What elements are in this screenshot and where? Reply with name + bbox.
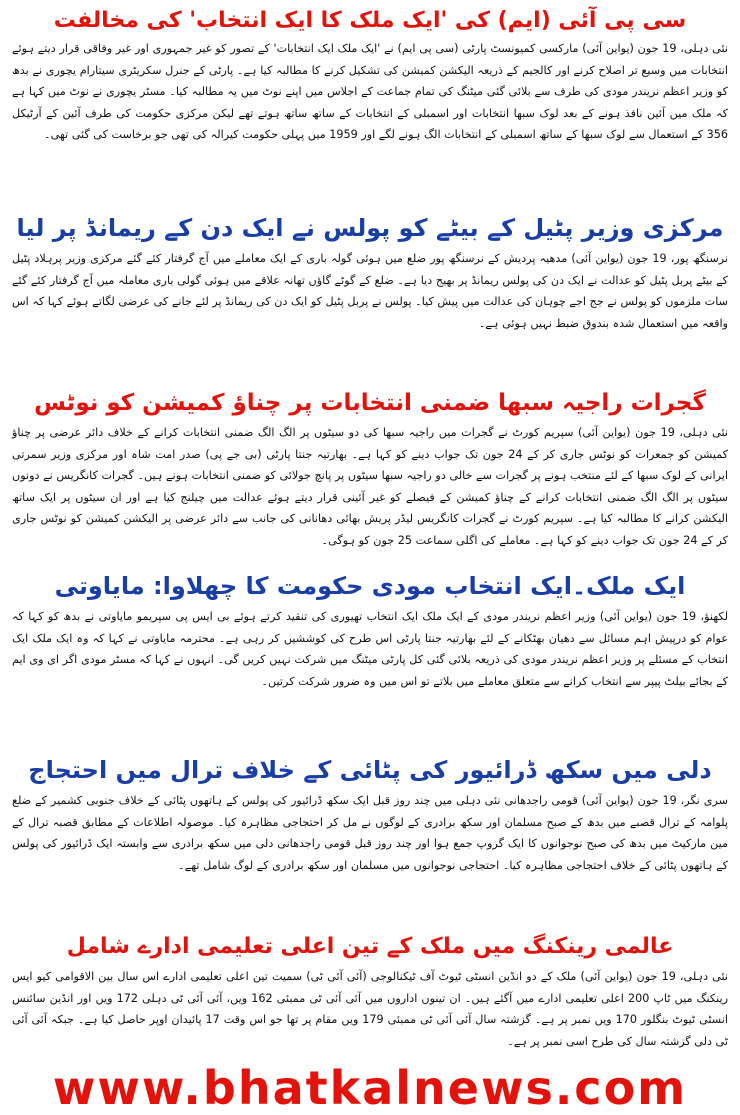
article-body: لکھنؤ، 19 جون (یواین آئی) وزیر اعظم نریندر مودی کے ایک ملک ایک انتخاب تھیوری کی تنقید کرتے ہوئے بی ایس پی سپریمو مایاوتی نے بدھ کو کہا کہ عوام کو درپیش اہم مسائل سے دھیان بھٹکانے کے لئے بھارتیہ جنتا پارٹی اس طرح کی کوششیں کر رہی ہے۔ محترمہ مایاوتی نے کہا کہ وہ ایک ملک ایک انتخاب کے مسئلے پر وزیر اعظم نریندر مودی کی ذریعہ بلائی گئی کل پارٹی میٹنگ میں شرکت نہیں کریں گی۔ انہوں نے کہا کہ مسٹر مودی اگر ای وی ایم کے بجائے بیلٹ پیپر سے انتخاب کرانے سے متعلق معاملے میں بلاتے تو اس میں وہ ضرور شرکت کرتیں۔ [12,610,728,688]
article-body: نئی دہلی، 19 جون (یواین آئی) مارکسی کمیونسٹ پارٹی (سی پی ایم) نے 'ایک ملک ایک انتخابات' کے تصور کو غیر جمہوری اور غیر وفاقی قرار دیتے ہوئے انتخابات میں وسیع تر اصلاح کرنے اور کالجیم کے ذریعہ الیکشن کمیشن کی تشکیل کرنے کا مطالبہ کیا ہے۔ پارٹی کے جنرل سکریٹری سیتارام یچوری نے بدھ کو وزیر اعظم نریندر مودی کی طرف سے بلائی گئی میٹنگ کی تمام جماعت کے اجلاس میں اپنے نوٹ میں یہ مطالبہ کیا۔ مسٹر یچوری نے نوٹ میں کہا ہے کہ ملک میں آئین نافذ ہونے کے بعد لوک سبھا انتخابات اور اسمبلی کے انتخابات کے ساتھ ساتھ ہوتے تھے لیکن مرکزی حکومت کی طرف آئین کے آرٹیکل 356 کے استعمال سے لوک سبھا کے ساتھ اسمبلی کے انتخابات الگ ہونے لگے اور 1959 میں پہلی حکومت کیرالہ کی تھی جو برخاست کی گئی تھی۔ [12,42,728,141]
headline: ایک ملک۔ایک انتخاب مودی حکومت کا چھلاوا: مایاوتی [54,572,686,600]
headline: گجرات راجیہ سبھا ضمنی انتخابات پر چناؤ کمیشن کو نوٹس [34,390,706,416]
article-4 [10,566,730,692]
headline: دلی میں سکھ ڈرائیور کی پٹائی کے خلاف ترال میں احتجاج [28,756,712,784]
article-body: نرسنگھ پور، 19 جون (یواین آئی) مدھیہ پردیش کے نرسنگھ پور ضلع میں ہوئی گولہ باری کے ایک معاملے میں آج گرفتار کئے گئے مرکزی وزیر پرہلاد پٹیل کے بیٹے پربل پٹیل کو عدالت نے ایک دن کی پولس ریمانڈ پر بھیج دیا ہے۔ ضلع کے گوٹے گاؤں تھانہ علاقے میں ہوئی گولی باری معاملہ میں آج گرفتار کئے گئے سات ملزموں کو پولس نے جج اجے چوہان کی عدالت میں پیش کیا۔ پولس نے پربل پٹیل کو ایک دن کی ریمانڈ پر لئے جانے کی عرضی لگاتے ہوئے کہا کہ اس واقعہ میں استعمال شدہ بندوق ضبط نہیں ہوئی ہے۔ [12,252,728,330]
headline: مرکزی وزیر پٹیل کے بیٹے کو پولس نے ایک دن کے ریمانڈ پر لیا [16,214,724,242]
article-body: نئی دہلی، 19 جون (یواین آئی) سپریم کورٹ نے گجرات میں راجیہ سبھا کی دو سیٹوں پر الگ الگ ضمنی انتخابات کرانے کے خلاف دائر عرضی پر چناؤ کمیشن کو جمعرات کو نوٹس جاری کر کے 24 جون تک جواب دینے کو کہا ہے۔ بھارتیہ جنتا پارٹی (بی جے پی) صدر امت شاہ اور مرکزی وزیر سمرتی ایرانی کے لوک سبھا کے لئے منتخب ہونے پر گجرات سے خالی دو راجیہ سبھا سیٹوں پر پانچ جولائی کو ضمنی انتخابات ہونے ہیں۔ گجرات کانگریس نے دونوں سیٹوں پر الگ الگ ضمنی انتخابات کرانے کے چناؤ کمیشن کے فیصلے کو غیر آئینی قرار دیتے ہوئے عدالت میں چیلنج کیا ہے اور ان سیٹوں پر ایک ساتھ الیکشن کرانے کا مطالبہ کیا ہے۔ سپریم کورٹ نے گجرات کانگریس لیڈر پریش بھائی دھانانی کی جانب سے دائر عرضی پر الیکشن کمیشن کو نوٹس جاری کر کے 24 جون تک جواب دینے کو کہا ہے۔ معاملے کی اگلی سماعت 25 جون کو ہوگی۔ [12,426,728,547]
article-6 [10,928,730,1052]
article-5 [10,750,730,876]
article-body: نئی دہلی، 19 جون (یواین آئی) ملک کے دو انڈین انسٹی ٹیوٹ آف ٹیکنالوجی (آئی آئی ٹی) سمیت تین اعلی تعلیمی ادارے اس سال بین الاقوامی کیو ایس رینکنگ میں ٹاپ 200 اعلی تعلیمی ادارے میں آگئے ہیں۔ ان تینوں اداروں میں آئی آئی ٹی ممبئی 162 ویں، آئی آئی ٹی دہلی 172 ویں اور انڈین سائنس انسٹی ٹیوٹ بنگلور 170 ویں نمبر پر ہے۔ گزشتہ سال آئی آئی ٹی ممبئی 179 ویں مقام پر تھا جو اس وقت 17 پائیدان اوپر حاصل کیا ہے۔ جبکہ آئی آئی ٹی دلی گزشتہ سال کی طرح اسی نمبر پر ہے۔ [12,970,728,1048]
website-footer [0,1061,740,1115]
article-body: سری نگر، 19 جون (یواین آئی) قومی راجدھانی نئی دہلی میں چند روز قبل ایک سکھ ڈرائیور کی پولس کے ہاتھوں پٹائی کے خلاف جنوبی کشمیر کے ضلع پلوامہ کے ترال قصبے میں بدھ کے صبح مسلمان اور سکھ برادری کے لوگوں نے مل کر احتجاجی مظاہرہ کیا۔ موصولہ اطلاعات کے مطابق قصبہ ترال کے مین مارکیٹ میں بدھ کی صبح نوجوانوں کا ایک گروپ جمع ہوا اور چند روز قبل قومی راجدھانی دلی میں سکھ برادری سے وابستہ ایک ڈرائیور کی پولس کے ہاتھوں پٹائی کے خلاف احتجاجی مظاہرہ کیا۔ احتجاجی نوجوانوں میں مسلمان اور سکھ برادری کے لوگ شامل تھے۔ [12,794,728,872]
website-url: www.bhatkalnews.com [52,1061,688,1115]
article-3 [10,384,730,551]
headline: عالمی رینکنگ میں ملک کے تین اعلی تعلیمی ادارے شامل [66,934,674,959]
article-2 [10,208,730,334]
headline: سی پی آئی (ایم) کی 'ایک ملک کا ایک انتخاب' کی مخالفت [53,8,687,33]
article-1 [10,4,730,146]
